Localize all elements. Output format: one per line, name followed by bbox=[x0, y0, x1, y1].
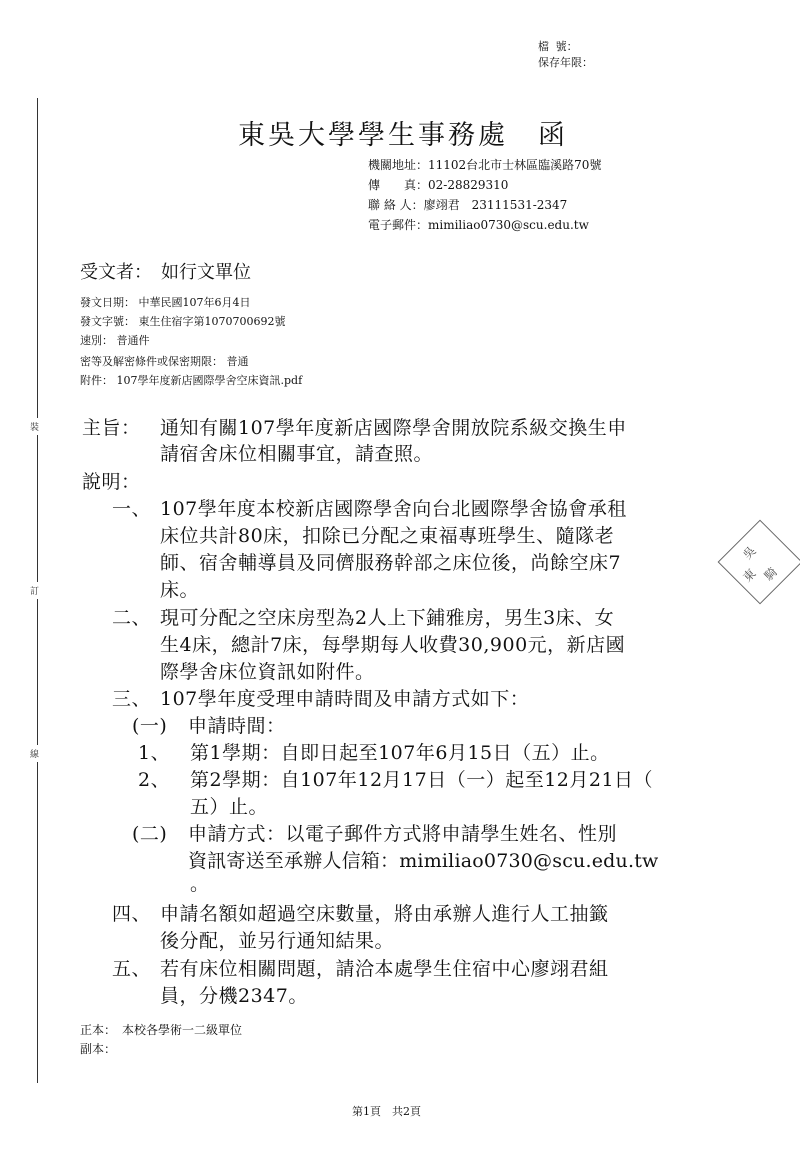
seal-char: 吳 bbox=[740, 543, 759, 562]
sub-sub-item-line: 五）止。 bbox=[190, 796, 269, 818]
subject-line-2: 請宿舍床位相關事宜，請查照。 bbox=[160, 443, 434, 465]
attachment-line: 附件： 107學年度新店國際學舍空床資訊.pdf bbox=[80, 374, 303, 387]
item-number: 四、 bbox=[112, 903, 152, 925]
page-title: 東吳大學學生事務處 函 bbox=[238, 120, 568, 151]
item-line: 申請名額如超過空床數量，將由承辦人進行人工抽籤 bbox=[160, 903, 609, 925]
binding-mark-middle: 訂 bbox=[30, 582, 39, 599]
item-line: 生4床，總計7床，每學期每人收費30,900元，新店國 bbox=[160, 634, 626, 656]
sub-item-line: 資訊寄送至承辦人信箱：mimiliao0730@scu.edu.tw bbox=[188, 850, 659, 872]
sub-item-number: (一) bbox=[132, 715, 168, 737]
subject-label: 主旨： bbox=[82, 417, 141, 439]
item-line: 107學年度本校新店國際學舍向台北國際學舍協會承租 bbox=[160, 498, 627, 520]
item-line: 際學舍床位資訊如附件。 bbox=[160, 661, 375, 683]
official-seal-stamp bbox=[718, 520, 800, 605]
agency-fax: 傳 真：02-28829310 bbox=[368, 178, 509, 192]
security-class: 密等及解密條件或保密期限： 普通 bbox=[80, 355, 249, 368]
item-number: 三、 bbox=[112, 688, 152, 710]
sub-sub-item-number: 2、 bbox=[138, 769, 171, 791]
item-number: 二、 bbox=[112, 607, 152, 629]
sub-sub-item-line: 第1學期：自即日起至107年6月15日（五）止。 bbox=[190, 742, 610, 764]
file-number-label: 檔 號： bbox=[538, 40, 578, 53]
item-line: 107學年度受理申請時間及申請方式如下： bbox=[160, 688, 530, 710]
speed-class: 速別： 普通件 bbox=[80, 334, 150, 347]
binding-mark-top: 裝 bbox=[30, 418, 39, 435]
agency-contact: 聯 絡 人：廖翊君 23111531-2347 bbox=[368, 198, 568, 212]
item-line: 員，分機2347。 bbox=[160, 985, 308, 1007]
binding-mark-bottom: 線 bbox=[30, 745, 39, 762]
page-number: 第1頁 共2頁 bbox=[352, 1105, 421, 1118]
item-number: 一、 bbox=[112, 498, 152, 520]
item-line: 床。 bbox=[160, 579, 200, 601]
item-number: 五、 bbox=[112, 958, 152, 980]
seal-char: 騎 bbox=[761, 564, 780, 584]
item-line: 若有床位相關問題，請洽本處學生住宿中心廖翊君組 bbox=[160, 958, 609, 980]
item-line: 現可分配之空床房型為2人上下鋪雅房，男生3床、女 bbox=[160, 607, 615, 629]
sub-item-line: 。 bbox=[190, 873, 210, 895]
explanation-label: 說明： bbox=[82, 471, 141, 493]
agency-address: 機關地址：11102台北市士林區臨溪路70號 bbox=[368, 158, 602, 172]
agency-email: 電子郵件：mimiliao0730@scu.edu.tw bbox=[368, 218, 589, 232]
copy-recipients: 副本： bbox=[80, 1042, 117, 1056]
sub-sub-item-number: 1、 bbox=[138, 742, 171, 764]
item-line: 床位共計80床，扣除已分配之東福專班學生、隨隊老 bbox=[160, 525, 615, 547]
recipient: 受文者： 如行文單位 bbox=[80, 262, 251, 283]
sub-item-number: (二) bbox=[132, 823, 168, 845]
item-line: 師、宿舍輔導員及同儕服務幹部之床位後，尚餘空床7 bbox=[160, 552, 622, 574]
issue-date: 發文日期： 中華民國107年6月4日 bbox=[80, 296, 251, 309]
sub-item-line: 申請方式：以電子郵件方式將申請學生姓名、性別 bbox=[188, 823, 618, 845]
document-number: 發文字號： 東生住宿字第1070700692號 bbox=[80, 315, 286, 328]
seal-char: 東 bbox=[740, 566, 759, 585]
sub-item-line: 申請時間： bbox=[188, 715, 286, 737]
sub-sub-item-line: 第2學期：自107年12月17日（一）起至12月21日（ bbox=[190, 769, 654, 791]
item-line: 後分配，並另行通知結果。 bbox=[160, 930, 395, 952]
original-recipients: 正本： 本校各學術一二級單位 bbox=[80, 1023, 243, 1037]
retention-period-label: 保存年限： bbox=[538, 56, 593, 69]
subject-line-1: 通知有關107學年度新店國際學舍開放院系級交換生申 bbox=[160, 417, 627, 439]
